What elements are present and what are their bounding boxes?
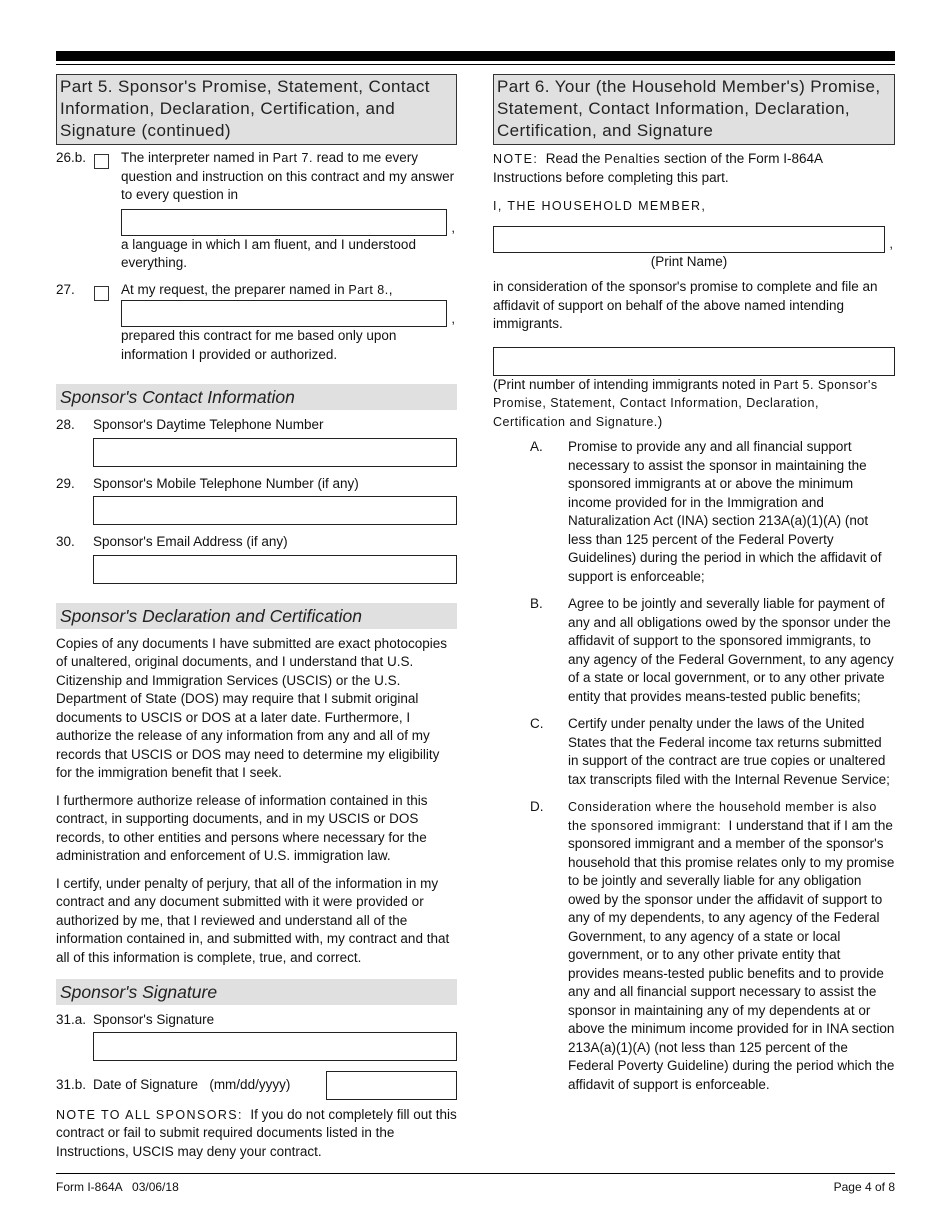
item-27-text: At my request, the preparer named in Part 8., xyxy=(121,281,393,297)
print-name-field[interactable] xyxy=(493,226,885,253)
part5-column xyxy=(56,74,461,1161)
declaration-paragraph: I certify, under penalty of perjury, that all of the information in my contract and any document submitted with it were provided or authorized by me, that I reviewed and understand all of the information contained in, and submitted with, my contract and that all of this information is complete, true, and correct. xyxy=(56,875,450,965)
item-26b-text: The interpreter named in Part 7. read to me every question and instruction on this contract and my answer to every question in xyxy=(121,150,455,202)
part5-title: Part 5. Sponsor's Promise, Statement, Contact Information, Declaration, Certification, and Signature xyxy=(60,77,430,140)
language-field[interactable] xyxy=(121,209,447,236)
signature-item: 31.a. Sponsor's Signature xyxy=(56,1011,457,1061)
mobile-phone-field[interactable] xyxy=(93,496,457,525)
top-rule-thick xyxy=(56,51,895,61)
item-27: 27. At my request, the preparer named in Part 8., , prepared this contract for me based only upon information I provided or authorized. xyxy=(56,281,457,365)
immigrants-count-field[interactable] xyxy=(493,347,895,376)
count-caption: (Print number of intending immigrants noted in Part 5. Sponsor's Promise, Statement, Contact Information, Declaration, Certification and Signature.) xyxy=(493,376,878,429)
email-field[interactable] xyxy=(93,555,457,584)
email-item: 30. Sponsor's Email Address (if any) xyxy=(56,533,457,584)
part5-continued: (continued) xyxy=(141,121,231,140)
part5-header xyxy=(56,74,457,145)
date-field[interactable] xyxy=(326,1071,457,1100)
contact-info-header: Sponsor's Contact Information xyxy=(56,384,457,410)
household-member-label: I, THE HOUSEHOLD MEMBER, xyxy=(493,199,707,213)
declaration-header: Sponsor's Declaration and Certification xyxy=(56,603,457,629)
item-27-text-below: prepared this contract for me based only upon information I provided or authorized. xyxy=(121,328,397,362)
item-26b-text-below: a language in which I am fluent, and I understood everything. xyxy=(121,236,416,270)
interpreter-checkbox[interactable] xyxy=(94,154,109,169)
promise-item-c xyxy=(493,715,895,789)
date-label: Date of Signature (mm/dd/yyyy) xyxy=(93,1076,291,1092)
promise-item-d xyxy=(493,798,899,1094)
declaration-paragraph: Copies of any documents I have submitted are exact photocopies of unaltered, original documents, and I understand that U.S. Citizenship and Immigration Services (USCIS) or the U.S. Department of State (DOS) may require that I submit original documents to USCIS or DOS at a later date. Furthermore, I authorize the release of any information from any and all of my records that USCIS or DOS may need to determine my eligibility for the immigration benefit that I seek. xyxy=(56,635,447,780)
footer-rule xyxy=(56,1173,895,1174)
date-item: 31.b. Date of Signature (mm/dd/yyyy) xyxy=(56,1071,457,1100)
promise-letter: C. xyxy=(530,716,544,731)
part6-column: Part 6. Your (the Household Member's) Promise, Statement, Contact Information, Declaration, Certification, and Signature NOTE: Read the Penalties section of the Form I-864A Instructions before completing this part. I, THE HOUSEHOLD MEMBER, , (Print Name) in consideration of the sponsor's promise to complete and file an affidavit of support on behalf of the above named intending immigrants. (Print number of intending immigrants noted in Part 5. Sponsor's Promise, Statement, Contact Information, Declaration, Certification and Signature.) A. Promise to provide any and all financial support necessary to assist the sponsor in maintaining the sponsored immigrants at or above the minimum income provided for in the Immigration and Naturalization Act (INA) section 213A(a)(1)(A) (not less than 125 percent of the Federal Poverty Guidelines) during the period in which the affidavit of support is enforceable; B. Agree to be jointly and severally liable for payment of any and all obligations owed by the sponsor under the affidavit of support to the sponsored immigrants, to any agency of the Federal Government, to any agency of a state or local government, or to any other private entity that provides means-tested public benefits; C. Certify under penalty under the laws of the United States that the Federal income tax returns submitted in support of the contract are true copies or unaltered tax transcripts filed with the Internal Revenue Service; D. Consideration where the household member is also the sponsored immigrant: I understand that if I am the sponsored immigrant and a member of the sponsor's household that this promise relates only to my promise to be jointly and severally liable for any obligation owed by the sponsor under the affidavit of support to any of my dependents, to any agency of the Federal Government, to any agency of a state or local government, or to any other private entity that provides means-tested public benefits and to provide any and all financial support necessary to assist the sponsor in maintaining any of my dependents at or above the minimum income provided for in INA section 213A(a)(1)(A) (not less than 125 percent of the Federal Poverty Guideline) during the period which the affidavit of support is enforceable. xyxy=(493,74,895,1094)
daytime-phone-label: Sponsor's Daytime Telephone Number xyxy=(93,417,324,432)
signature-label: Sponsor's Signature xyxy=(93,1012,215,1027)
item-26b: 26.b. The interpreter named in Part 7. read to me every question and instruction on this contract and my answer to every question in , a language in which I am fluent, and I understood everything. xyxy=(56,149,457,273)
declaration-paragraph: I furthermore authorize release of information contained in this contract, in supporting documents, and in my USCIS or DOS records, to other entities and persons where necessary for the administration and enforcement of U.S. immigration law. xyxy=(56,792,428,863)
part5-ref: Part 5. Sponsor's Promise, Statement, Contact Information, Declaration, Certification and Signature. xyxy=(493,377,878,429)
signature-field[interactable] xyxy=(93,1032,457,1061)
preparer-checkbox[interactable] xyxy=(94,286,109,301)
consideration-text: in consideration of the sponsor's promise to complete and file an affidavit of support on behalf of the above named intending immigrants. xyxy=(493,279,878,331)
form-id: Form I-864A 03/06/18 xyxy=(56,1180,179,1194)
item-number: 27. xyxy=(56,281,75,297)
preparer-field[interactable] xyxy=(121,300,447,327)
mobile-phone-label: Sponsor's Mobile Telephone Number (if any) xyxy=(93,475,359,491)
penalties-ref: Penalties xyxy=(604,152,661,166)
part8-ref: Part 8. xyxy=(348,282,389,297)
promise-text: Promise to provide any and all financial support necessary to assist the sponsor in maintaining the sponsored immigrants at or above the minimum income provided for in the Immigration and Naturalization Act (INA) section 213A(a)(1)(A) (not less than 125 percent of the Federal Poverty Guidelines) during the period in which the affidavit of support is enforceable; xyxy=(568,439,882,584)
part6-header: Part 6. Your (the Household Member's) Promise, Statement, Contact Information, Declaration, Certification, and Signature xyxy=(493,74,895,145)
daytime-phone-field[interactable] xyxy=(93,438,457,467)
top-rule-thin xyxy=(56,64,895,65)
note-to-sponsors: NOTE TO ALL SPONSORS: If you do not completely fill out this contract or fail to submit required documents listed in the Instructions, USCIS may deny your contract. xyxy=(56,1106,461,1159)
print-name-caption: (Print Name) xyxy=(650,253,728,269)
promise-letter: D. xyxy=(530,799,544,814)
signature-header: Sponsor's Signature xyxy=(56,979,457,1005)
mobile-phone-item: 29. Sponsor's Mobile Telephone Number (if any) xyxy=(56,475,457,526)
promise-text: Consideration where the household member is also the sponsored immigrant: I understand that if I am the sponsored immigrant and a member of the sponsor's household that this promise relates only to my promise to be jointly and severally liable for any obligation owed by the sponsor under the affidavit of support to any of my dependents, to any agency of the Federal Government, to any agency of a state or local government, or to any other private entity that provides means-tested public benefits and to provide any and all financial support necessary to assist the sponsor in maintaining any of my dependents at or above the minimum income provided for in INA section 213A(a)(1)(A) (not less than 125 percent of the Federal Poverty Guideline) during the period which the affidavit of support is enforceable. xyxy=(568,800,899,1092)
promise-text: Certify under penalty under the laws of the United States that the Federal income tax returns submitted in support of the contract are true copies or unaltered tax transcripts filed with the Internal Revenue Service; xyxy=(568,716,890,787)
daytime-phone-item: 28. Sponsor's Daytime Telephone Number xyxy=(56,416,457,467)
promise-item-b xyxy=(493,595,895,706)
promise-item-a xyxy=(493,438,895,586)
promise-text: Agree to be jointly and severally liable for payment of any and all obligations owed by the sponsor under the affidavit of support to the sponsored immigrants, to any agency of the Federal Government, to any agency of a state or local government, or to any other private entity that provides means-tested public benefits; xyxy=(568,596,894,704)
email-label: Sponsor's Email Address (if any) xyxy=(93,534,288,549)
part6-note: NOTE: Read the Penalties section of the Form I-864A Instructions before completing this part. xyxy=(493,151,823,185)
note-label: NOTE TO ALL SPONSORS: xyxy=(56,1107,243,1122)
promise-letter: B. xyxy=(530,596,543,611)
part7-ref: Part 7. xyxy=(272,151,313,165)
promise-letter: A. xyxy=(530,439,543,454)
item-number: 26.b. xyxy=(56,150,87,165)
promise-lead: Consideration where the household member is also the sponsored immigrant: xyxy=(568,800,877,833)
page-number: Page 4 of 8 xyxy=(833,1180,895,1194)
note-label: NOTE: xyxy=(493,152,539,166)
